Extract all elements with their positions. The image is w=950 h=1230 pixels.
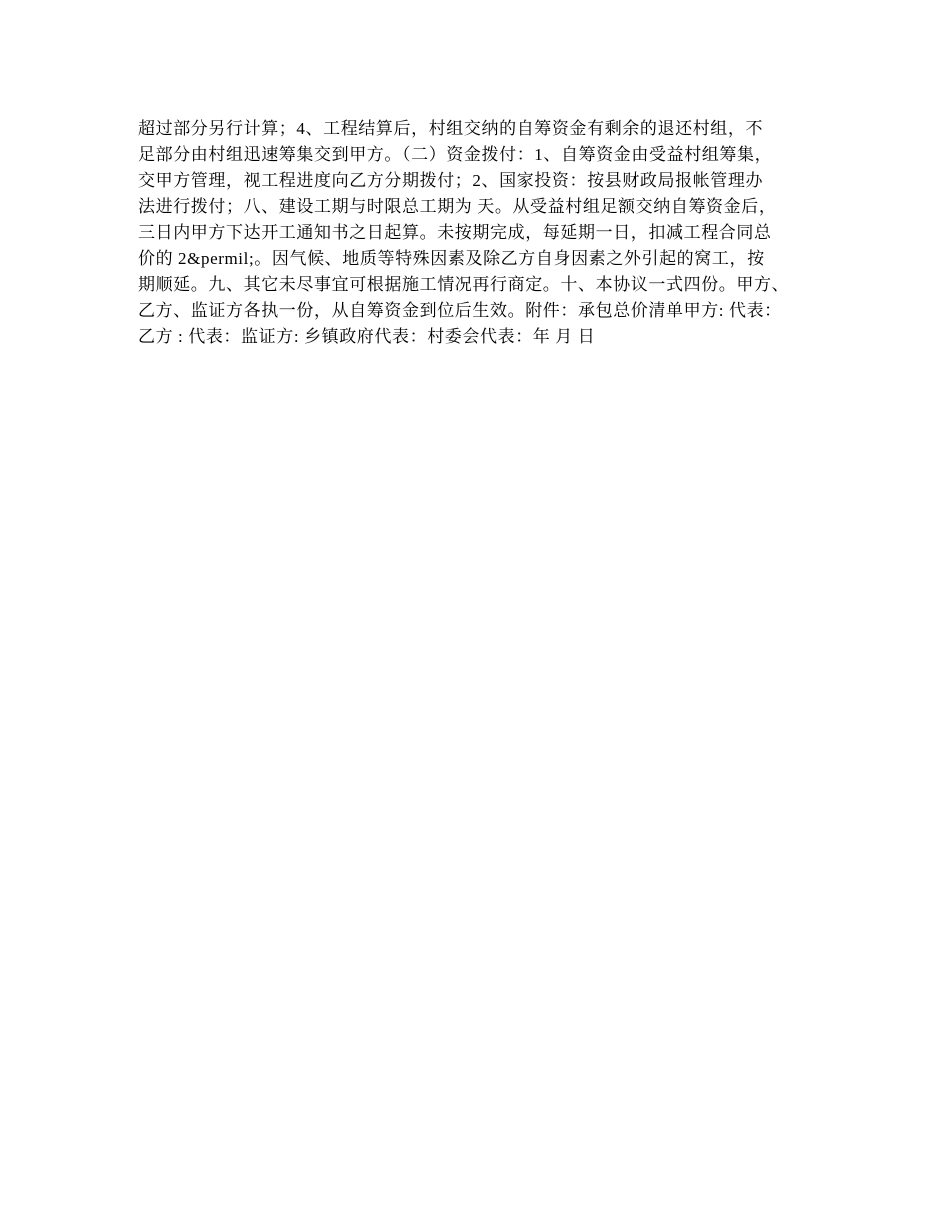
- document-body: [138, 116, 838, 350]
- text-line: 乙方、监证方各执一份，从自筹资金到位后生效。附件：承包总价清单甲方: 代表：: [138, 301, 782, 320]
- text-line: 足部分由村组迅速筹集交到甲方。（二）资金拨付：1、自筹资金由受益村组筹集，: [138, 145, 773, 164]
- text-line: 三日内甲方下达开工通知书之日起算。未按期完成，每延期一日，扣减工程合同总: [138, 223, 772, 242]
- text-line: 乙方 : 代表：监证方: 乡镇政府代表：村委会代表：年 月 日: [138, 327, 596, 346]
- text-line: 期顺延。九、其它未尽事宜可根据施工情况再行商定。十、本协议一式四份。甲方、: [138, 275, 790, 294]
- text-line: 超过部分另行计算；4、工程结算后，村组交纳的自筹资金有剩余的退还村组，不: [138, 119, 764, 138]
- text-line: 法进行拨付；八、建设工期与时限总工期为 天。从受益村组足额交纳自筹资金后，: [138, 197, 777, 216]
- text-line: 交甲方管理，视工程进度向乙方分期拨付；2、国家投资：按县财政局报帐管理办: [138, 171, 764, 190]
- text-line: 价的 2&permil;。因气候、地质等特殊因素及除乙方自身因素之外引起的窝工，按: [138, 249, 765, 268]
